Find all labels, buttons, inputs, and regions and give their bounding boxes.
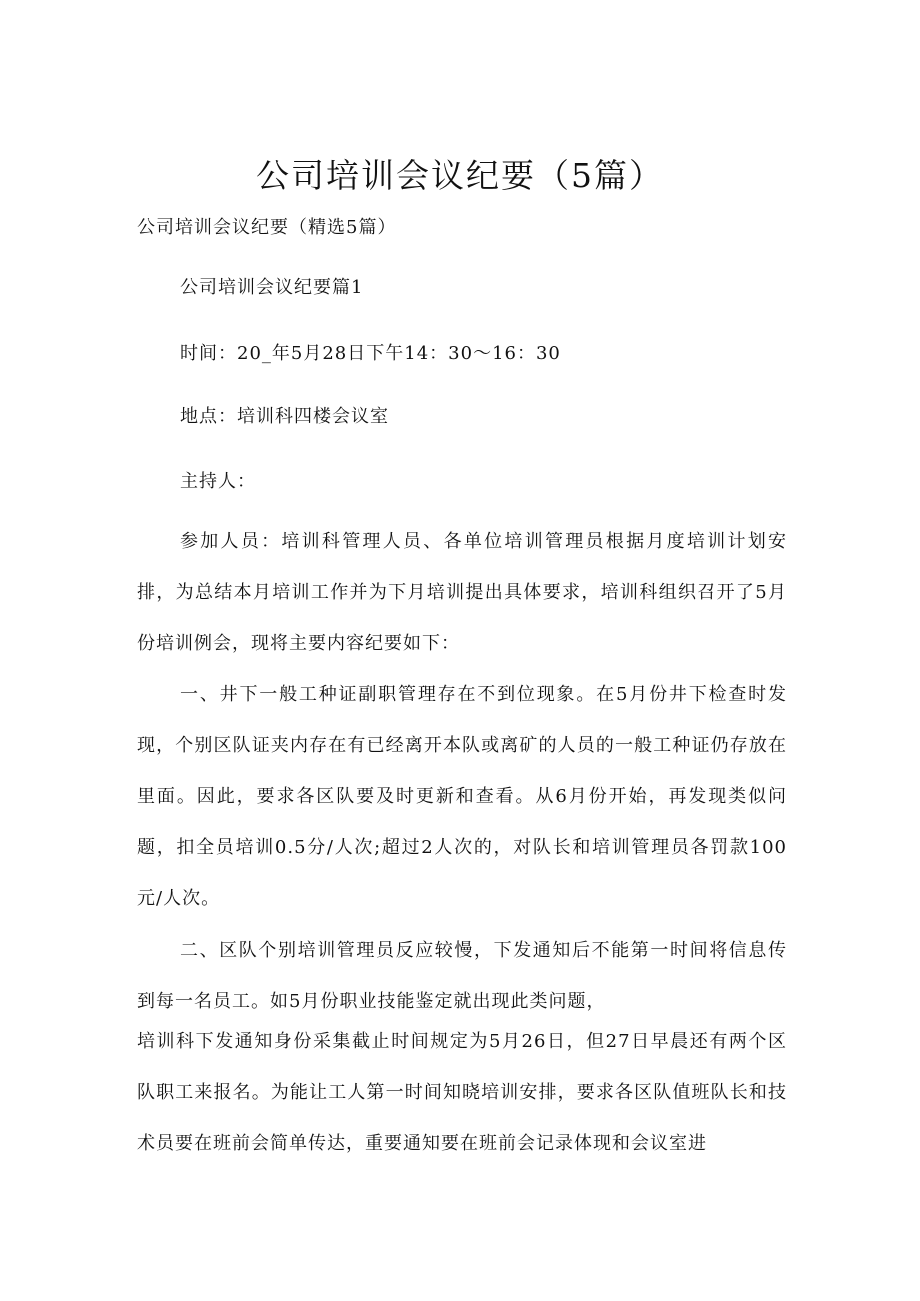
paragraph-item-two: 二、区队个别培训管理员反应较慢，下发通知后不能第一时间将信息传到每一名员工。如5月份职业技能鉴定就出现此类问题，: [137, 940, 787, 1012]
paragraph-item-two-continued: 培训科下发通知身份采集截止时间规定为5月26日，但27日早晨还有两个区队职工来报名。为能让工人第一时间知晓培训安排，要求各区队值班队长和技术员要在班前会简单传达，重要通知要在班前会记录体现和会议室进: [137, 1031, 787, 1154]
paragraph-participants: 参加人员：培训科管理人员、各单位培训管理员根据月度培训计划安排，为总结本月培训工作并为下月培训提出具体要求，培训科组织召开了5月份培训例会，现将主要内容纪要如下：: [137, 531, 787, 654]
meeting-time: 时间：20_年5月28日下午14：30～16：30: [180, 343, 561, 364]
document-subtitle: 公司培训会议纪要（精选5篇）: [137, 217, 397, 238]
paragraph-item-one: 一、井下一般工种证副职管理存在不到位现象。在5月份井下检查时发现，个别区队证夹内存在有已经离开本队或离矿的人员的一般工种证仍存放在里面。因此，要求各区队要及时更新和查看。从6月份开始，再发现类似问题，扣全员培训0.5分/人次;超过2人次的，对队长和培训管理员各罚款100元/人次。: [137, 684, 787, 909]
meeting-host: 主持人：: [180, 471, 256, 492]
meeting-place: 地点：培训科四楼会议室: [180, 406, 389, 427]
section-heading: 公司培训会议纪要篇1: [180, 277, 364, 298]
document-title: 公司培训会议纪要（5篇）: [256, 156, 664, 195]
